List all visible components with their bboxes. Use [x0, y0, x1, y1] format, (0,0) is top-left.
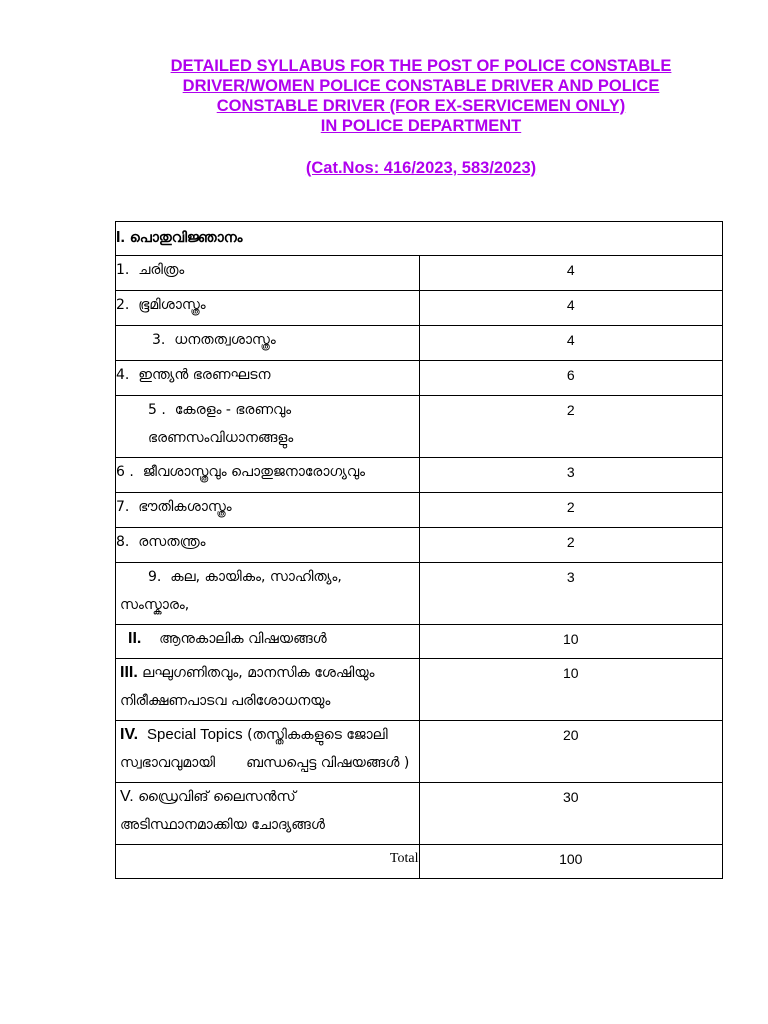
syllabus-table	[115, 221, 723, 879]
marks-cell: 3	[419, 563, 723, 625]
table-row	[116, 361, 723, 396]
topic-cell: 5 . കേരളം - ഭരണവും ഭരണസംവിധാനങ്ങളും	[116, 396, 420, 458]
marks-cell: 2	[419, 528, 723, 563]
marks-cell: 2	[419, 396, 723, 458]
marks-cell: 10	[419, 659, 723, 721]
category-numbers: (Cat.Nos: 416/2023, 583/2023)	[305, 159, 537, 177]
marks-cell: 3	[419, 458, 723, 493]
topic-cell: 8. രസതന്ത്രം	[116, 528, 420, 563]
table-row	[116, 326, 723, 361]
marks-cell: 20	[419, 721, 723, 783]
marks-cell: 10	[419, 625, 723, 659]
document-title	[0, 56, 768, 178]
table-row	[116, 528, 723, 563]
title-line-1: DETAILED SYLLABUS FOR THE POST OF POLICE CONSTABLE	[170, 57, 672, 75]
table-row	[116, 563, 723, 625]
table-row	[116, 458, 723, 493]
section-heading: I. പൊതുവിജ്ഞാനം	[116, 222, 723, 256]
table-row	[116, 396, 723, 458]
topic-cell: 3. ധനതത്വശാസ്ത്രം	[116, 326, 420, 361]
table-row	[116, 659, 723, 721]
table-row	[116, 721, 723, 783]
title-line-4: IN POLICE DEPARTMENT	[320, 117, 522, 135]
table-row	[116, 493, 723, 528]
topic-cell: II. ആനുകാലിക വിഷയങ്ങൾ	[116, 625, 420, 659]
marks-cell: 4	[419, 291, 723, 326]
topic-cell: 7. ഭൗതികശാസ്ത്രം	[116, 493, 420, 528]
topic-cell: 9. കല, കായികം, സാഹിത്യം, സംസ്കാരം,	[116, 563, 420, 625]
topic-cell: III. ലഘുഗണിതവും, മാനസിക ശേഷിയും നിരീക്ഷണപാടവ പരിശോധനയും	[116, 659, 420, 721]
marks-cell: 2	[419, 493, 723, 528]
marks-cell: 4	[419, 256, 723, 291]
marks-cell: 6	[419, 361, 723, 396]
table-row	[116, 783, 723, 845]
table-row	[116, 256, 723, 291]
title-line-2: DRIVER/WOMEN POLICE CONSTABLE DRIVER AND POLICE	[182, 77, 660, 95]
topic-cell: 6 . ജീവശാസ്ത്രവും പൊതുജനാരോഗ്യവും	[116, 458, 420, 493]
topic-cell: 1. ചരിത്രം	[116, 256, 420, 291]
marks-cell: 30	[419, 783, 723, 845]
table-row	[116, 222, 723, 256]
title-line-3: CONSTABLE DRIVER (FOR EX-SERVICEMEN ONLY)	[216, 97, 626, 115]
marks-cell: 4	[419, 326, 723, 361]
topic-cell: 2. ഭൂമിശാസ്ത്രം	[116, 291, 420, 326]
total-label: Total	[116, 845, 420, 879]
topic-cell: 4. ഇന്ത്യൻ ഭരണഘടന	[116, 361, 420, 396]
table-row	[116, 291, 723, 326]
total-marks: 100	[419, 845, 723, 879]
topic-cell: IV. Special Topics (തസ്തികകളുടെ ജോലി സ്വഭാവവുമായി ബന്ധപ്പെട്ട വിഷയങ്ങൾ )	[116, 721, 420, 783]
table-row	[116, 845, 723, 879]
topic-cell: V. ഡ്രൈവിങ് ലൈസൻസ് അടിസ്ഥാനമാക്കിയ ചോദ്യങ്ങൾ	[116, 783, 420, 845]
table-row	[116, 625, 723, 659]
